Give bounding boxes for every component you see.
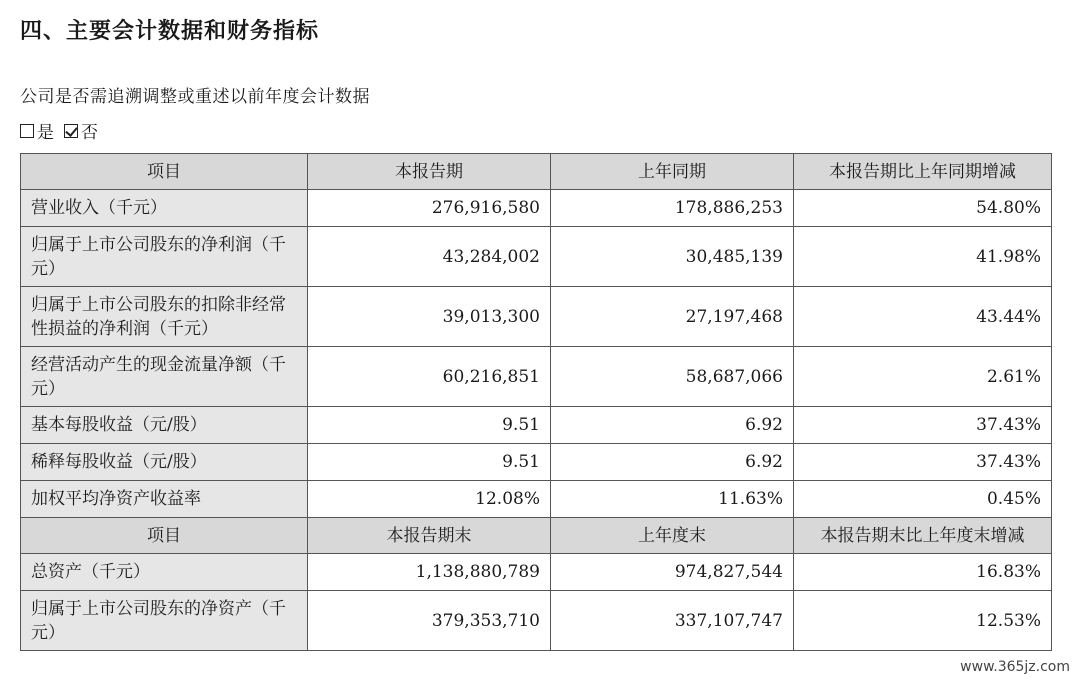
previous-value: 337,107,747: [551, 591, 794, 651]
row-label: 归属于上市公司股东的扣除非经常性损益的净利润（千元）: [21, 287, 308, 347]
change-value: 37.43%: [794, 407, 1052, 444]
row-label: 归属于上市公司股东的净资产（千元）: [21, 591, 308, 651]
previous-value: 6.92: [551, 444, 794, 481]
change-value: 0.45%: [794, 481, 1052, 518]
table-row: [21, 481, 1052, 518]
previous-value: 58,687,066: [551, 347, 794, 407]
row-label: 基本每股收益（元/股）: [21, 407, 308, 444]
current-value: 12.08%: [308, 481, 551, 518]
change-value: 37.43%: [794, 444, 1052, 481]
table-row: [21, 554, 1052, 591]
table-row: [21, 407, 1052, 444]
restatement-question: 公司是否需追溯调整或重述以前年度会计数据: [20, 87, 370, 107]
change-value: 43.44%: [794, 287, 1052, 347]
row-label: 总资产（千元）: [21, 554, 308, 591]
choice-no[interactable]: [64, 118, 98, 143]
current-value: 276,916,580: [308, 190, 551, 227]
header-previous-period: 上年同期: [551, 154, 794, 190]
row-label: 经营活动产生的现金流量净额（千元）: [21, 347, 308, 407]
header-current-period: 本报告期: [308, 154, 551, 190]
table-row: [21, 444, 1052, 481]
previous-value: 6.92: [551, 407, 794, 444]
table-row: [21, 591, 1052, 651]
change-value: 54.80%: [794, 190, 1052, 227]
previous-value: 30,485,139: [551, 227, 794, 287]
site-watermark: www.365jz.com: [960, 659, 1070, 675]
checkbox-icon[interactable]: [20, 124, 34, 138]
change-value: 2.61%: [794, 347, 1052, 407]
checked-checkbox-icon[interactable]: [64, 124, 78, 138]
table-row: [21, 227, 1052, 287]
row-label: 归属于上市公司股东的净利润（千元）: [21, 227, 308, 287]
previous-value: 974,827,544: [551, 554, 794, 591]
table-row: [21, 347, 1052, 407]
restatement-choices: [20, 118, 98, 143]
table-row: [21, 190, 1052, 227]
current-value: 9.51: [308, 407, 551, 444]
change-value: 12.53%: [794, 591, 1052, 651]
current-value: 60,216,851: [308, 347, 551, 407]
row-label: 营业收入（千元）: [21, 190, 308, 227]
row-label: 稀释每股收益（元/股）: [21, 444, 308, 481]
header-previous-year-end: 上年度末: [551, 518, 794, 554]
current-value: 43,284,002: [308, 227, 551, 287]
header-change: 本报告期比上年同期增减: [794, 154, 1052, 190]
current-value: 9.51: [308, 444, 551, 481]
previous-value: 27,197,468: [551, 287, 794, 347]
change-value: 16.83%: [794, 554, 1052, 591]
table-header-row: [21, 154, 1052, 190]
table-row: [21, 287, 1052, 347]
row-label: 加权平均净资产收益率: [21, 481, 308, 518]
previous-value: 11.63%: [551, 481, 794, 518]
current-value: 1,138,880,789: [308, 554, 551, 591]
header-period-end: 本报告期末: [308, 518, 551, 554]
current-value: 39,013,300: [308, 287, 551, 347]
current-value: 379,353,710: [308, 591, 551, 651]
header-item: 项目: [21, 154, 308, 190]
header-change: 本报告期末比上年度末增减: [794, 518, 1052, 554]
choice-no-label: 否: [81, 123, 98, 143]
table-header-row: [21, 518, 1052, 554]
change-value: 41.98%: [794, 227, 1052, 287]
choice-yes-label: 是: [37, 123, 54, 143]
section-heading: 四、主要会计数据和财务指标: [20, 19, 320, 44]
choice-yes[interactable]: [20, 118, 54, 143]
previous-value: 178,886,253: [551, 190, 794, 227]
financial-indicators-table: [20, 153, 1052, 651]
header-item: 项目: [21, 518, 308, 554]
